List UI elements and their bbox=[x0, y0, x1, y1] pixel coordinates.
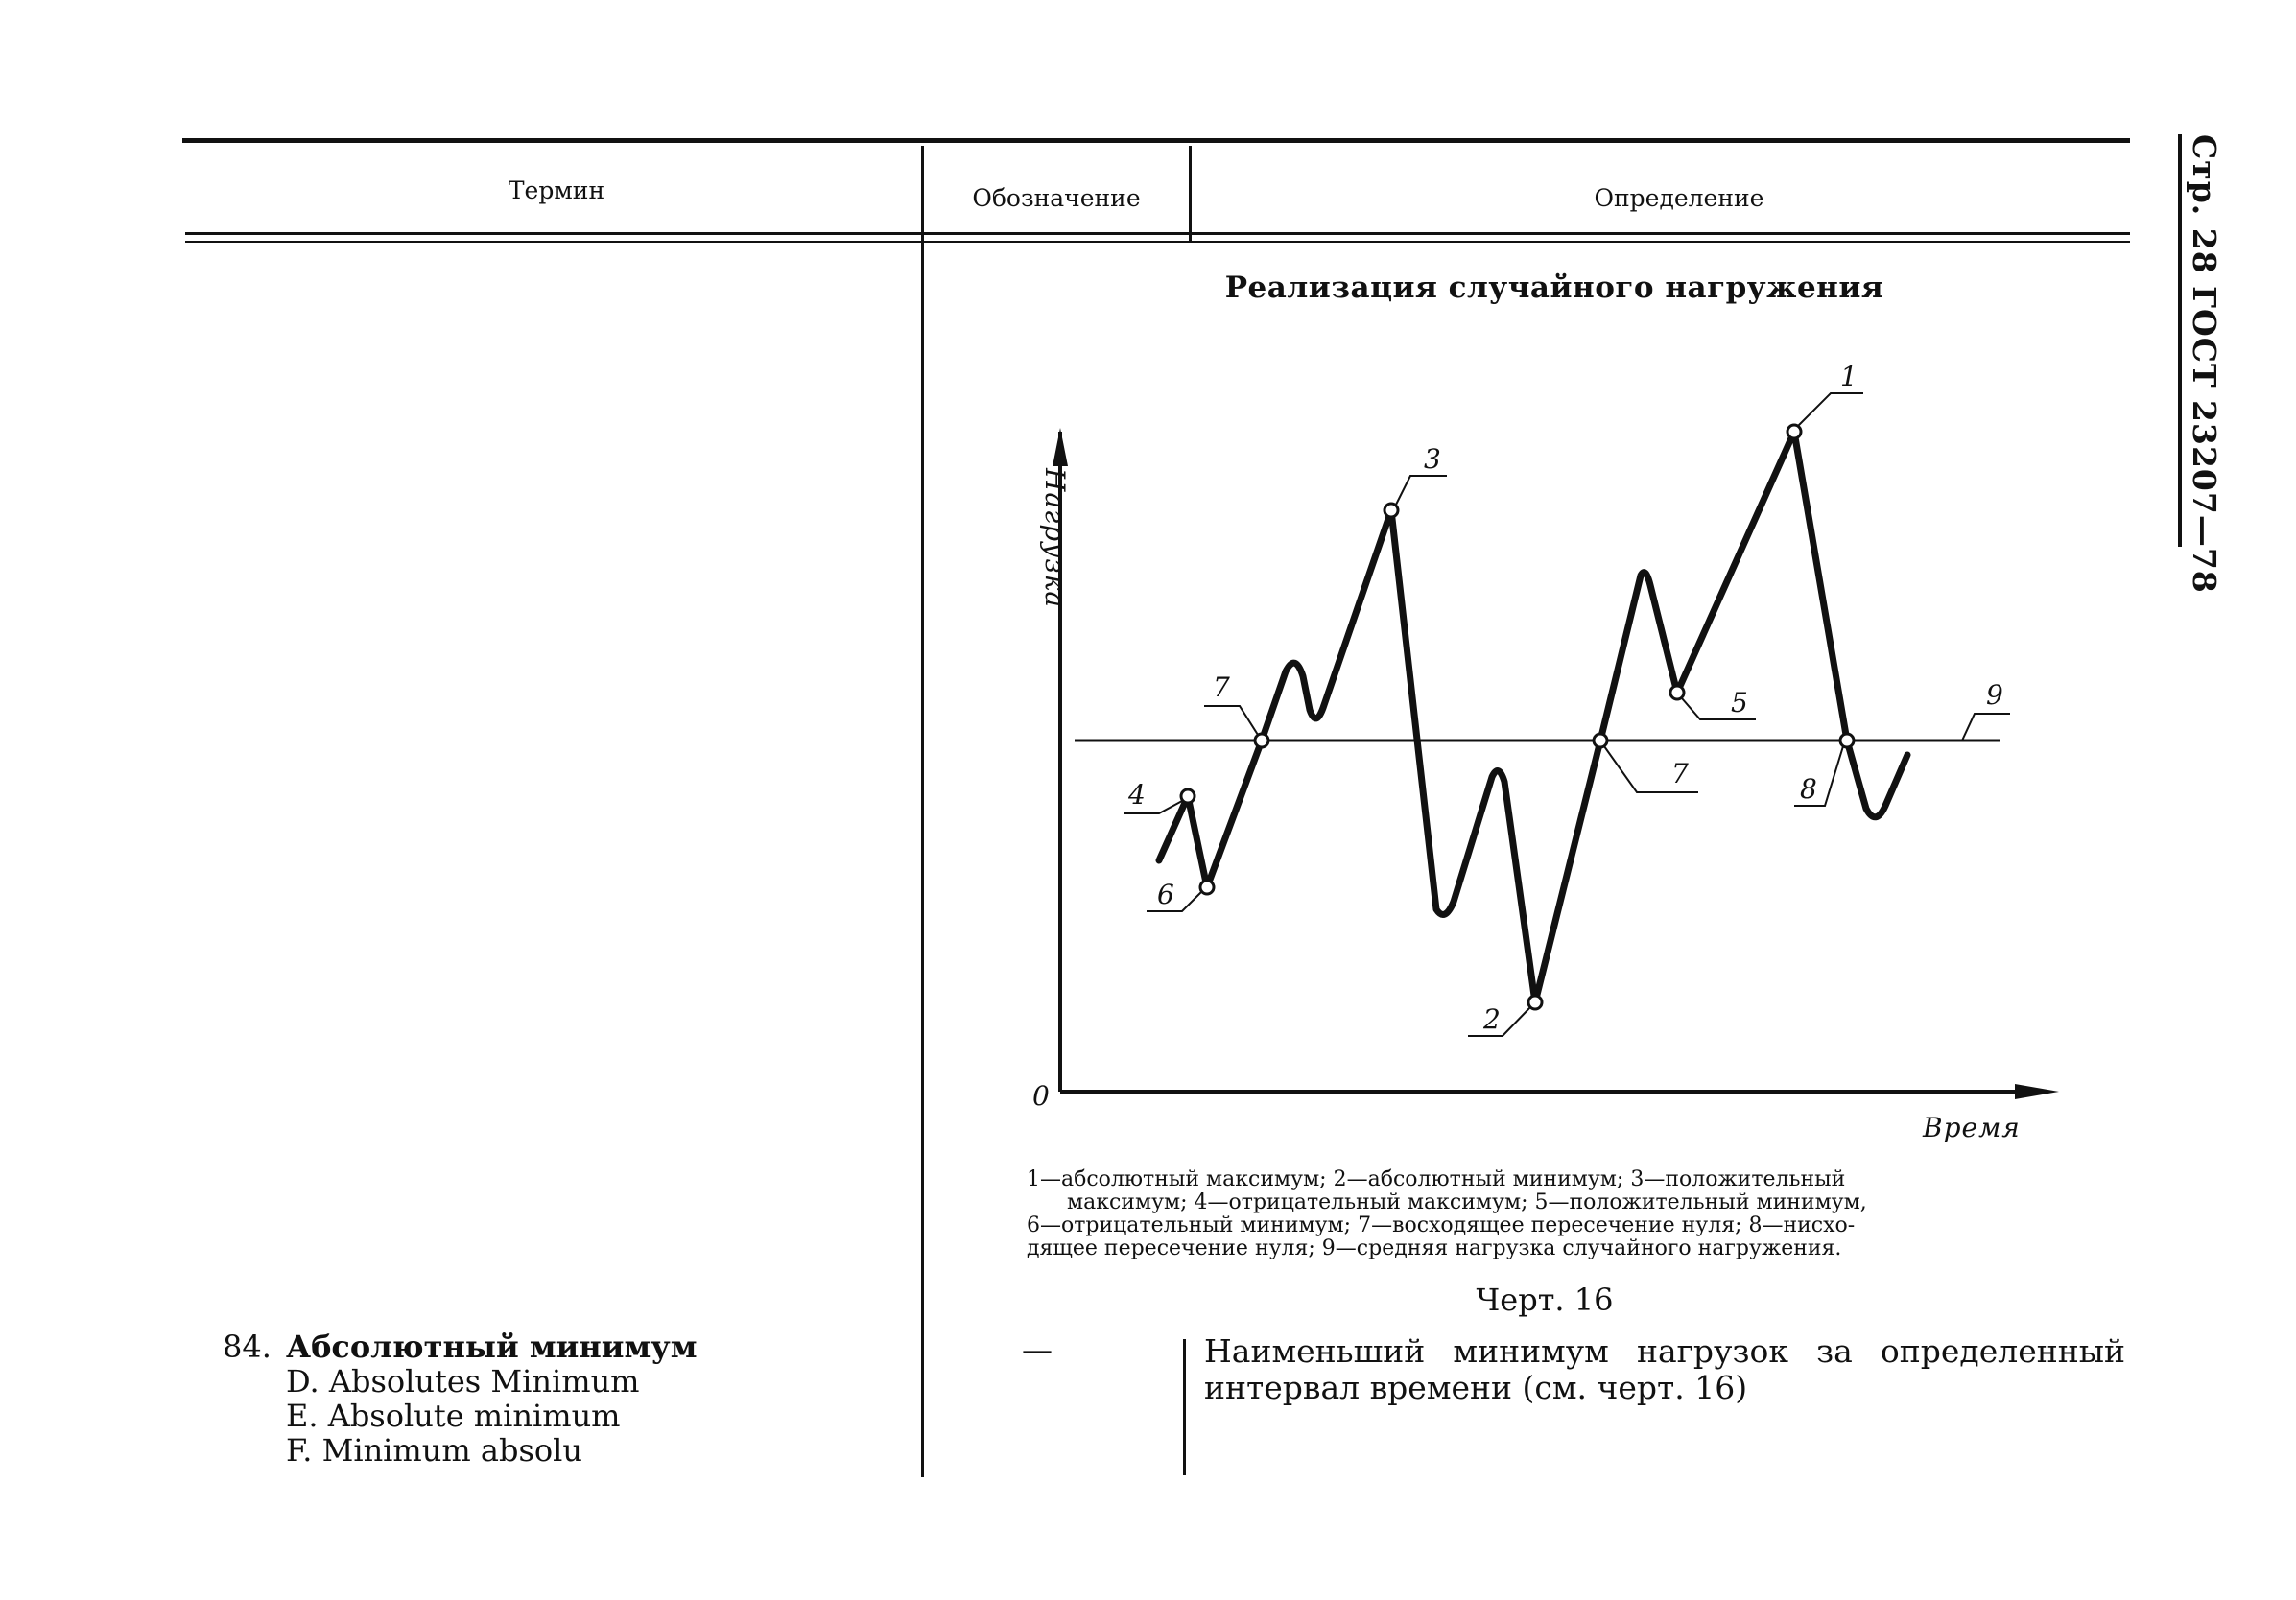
origin-label: 0 bbox=[1032, 1080, 1050, 1112]
leader-9 bbox=[1962, 714, 2010, 741]
figure-caption: Черт. 16 bbox=[1476, 1282, 1614, 1318]
point-7-up-crossing-b bbox=[1594, 734, 1607, 747]
definition: Наименьший минимум нагрузок за определенный интервал времени (см. черт. 16) bbox=[1204, 1332, 2125, 1406]
page-header: Стр. 28 ГОСТ 23207—78 bbox=[2186, 134, 2223, 594]
legend-line-3: 6—отрицательный минимум; 7—восходящее пересечение нуля; 8—нисхо- bbox=[1027, 1213, 1856, 1237]
label-8: 8 bbox=[1800, 773, 1817, 805]
figure-legend bbox=[1027, 1168, 2058, 1260]
term-ru: Абсолютный минимум bbox=[286, 1329, 698, 1365]
header-definition: Определение bbox=[1594, 184, 1764, 212]
term-number: 84. bbox=[223, 1329, 272, 1365]
label-3: 3 bbox=[1424, 443, 1441, 475]
designation: — bbox=[1022, 1331, 1053, 1368]
load-curve bbox=[1159, 432, 1907, 1002]
term-entry bbox=[223, 1329, 698, 1468]
point-5-positive-minimum bbox=[1670, 686, 1684, 699]
label-4: 4 bbox=[1128, 779, 1146, 811]
point-4-negative-maximum bbox=[1181, 789, 1195, 803]
point-3-positive-maximum bbox=[1385, 504, 1398, 517]
x-axis-arrow bbox=[2015, 1084, 2059, 1099]
x-axis-label: Время bbox=[1923, 1112, 2021, 1143]
label-1: 1 bbox=[1840, 361, 1858, 392]
point-6-negative-minimum bbox=[1200, 881, 1214, 894]
y-axis-arrow bbox=[1053, 428, 1068, 466]
figure-title: Реализация случайного нагружения bbox=[1224, 271, 1884, 305]
term-en: E. Absolute minimum bbox=[286, 1398, 621, 1434]
label-7b: 7 bbox=[1671, 758, 1689, 789]
leader-3 bbox=[1396, 476, 1447, 505]
label-5: 5 bbox=[1731, 687, 1748, 718]
point-8-down-crossing bbox=[1840, 734, 1854, 747]
legend-line-2: максимум; 4—отрицательный максимум; 5—положительный минимум, bbox=[1067, 1190, 1867, 1214]
term-fr: F. Minimum absolu bbox=[286, 1432, 582, 1469]
point-1-absolute-maximum bbox=[1787, 425, 1801, 438]
header-term: Термин bbox=[508, 176, 605, 204]
legend-line-4: дящее пересечение нуля; 9—средняя нагрузка случайного нагружения. bbox=[1027, 1236, 1842, 1260]
point-7-up-crossing-a bbox=[1255, 734, 1268, 747]
label-9: 9 bbox=[1986, 679, 2003, 711]
leader-1 bbox=[1798, 393, 1863, 426]
label-6: 6 bbox=[1157, 879, 1174, 910]
term-de: D. Absolutes Minimum bbox=[286, 1363, 640, 1400]
legend-line-1: 1—абсолютный максимум; 2—абсолютный минимум; 3—положительный bbox=[1027, 1167, 1846, 1191]
header-designation: Обозначение bbox=[972, 184, 1141, 212]
leader-7a bbox=[1204, 706, 1258, 735]
label-7a: 7 bbox=[1213, 671, 1230, 703]
point-2-absolute-minimum bbox=[1528, 996, 1542, 1009]
label-2: 2 bbox=[1483, 1003, 1501, 1035]
y-axis-label: Нагрузка bbox=[1039, 468, 1071, 609]
